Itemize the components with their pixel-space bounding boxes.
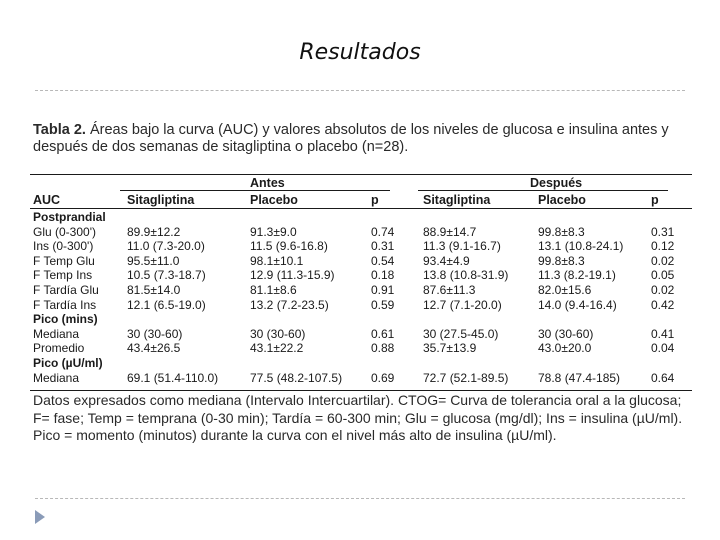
- group-header-despues: Después: [530, 176, 583, 190]
- row-label: Mediana: [33, 370, 80, 385]
- table-cell: 0.02: [651, 253, 675, 268]
- next-slide-arrow-icon[interactable]: [35, 510, 45, 524]
- top-divider: [35, 90, 685, 91]
- table-cell: 0.74: [371, 224, 395, 239]
- table-cell: 0.61: [371, 326, 395, 341]
- row-label: F Tardía Ins: [33, 297, 97, 312]
- table-bottom-rule: [30, 390, 692, 391]
- table-cell: 0.41: [651, 326, 675, 341]
- table-cell: 99.8±8.3: [538, 253, 585, 268]
- table-cell: 91.3±9.0: [250, 224, 297, 239]
- table-top-rule: [30, 174, 692, 175]
- table-cell: 93.4±4.9: [423, 253, 470, 268]
- table-cell: 81.5±14.0: [127, 283, 181, 297]
- table-cell: 0.88: [371, 341, 395, 356]
- col-header-sitagliptina-despues: Sitagliptina: [423, 193, 491, 207]
- table-cell: 0.31: [371, 239, 395, 254]
- table-cell: 13.1 (10.8-24.1): [538, 239, 624, 254]
- table-cell: 0.12: [651, 239, 675, 254]
- table-footnote: Datos expresados como mediana (Intervalo Intercuartilar). CTOG= Curva de tolerancia oral a la glucosa; F= fase; Temp = temprana (0-30 min); Tardía = 60-300 min; Glu = glucosa (mg/dl); Ins = insulina (µU/ml). Pico = momento (minutos) durante la curva con el nivel más alto de insulina (µU/ml).: [33, 392, 683, 443]
- table-cell: 0.42: [651, 297, 675, 312]
- col-header-sitagliptina-antes: Sitagliptina: [127, 193, 195, 207]
- table-cell: 87.6±11.3: [423, 283, 476, 297]
- row-label: F Temp Ins: [33, 268, 93, 283]
- row-label: Promedio: [33, 341, 85, 356]
- table-cell: 0.04: [651, 341, 675, 356]
- header-bottom-rule: [30, 208, 692, 209]
- table-cell: 77.5 (48.2-107.5): [250, 370, 343, 385]
- col-header-auc: AUC: [33, 193, 61, 207]
- table-cell: 30 (27.5-45.0): [423, 326, 499, 341]
- table-cell: 10.5 (7.3-18.7): [127, 268, 206, 283]
- row-label: F Temp Glu: [33, 253, 95, 268]
- table-cell: 43.0±20.0: [538, 341, 592, 356]
- table-cell: 0.05: [651, 268, 675, 283]
- table-cell: 95.5±11.0: [127, 253, 180, 268]
- table-cell: 69.1 (51.4-110.0): [127, 370, 219, 385]
- section-label: Postprandial: [33, 210, 106, 224]
- row-label: Ins (0-300'): [33, 239, 94, 254]
- table-cell: 81.1±8.6: [250, 283, 297, 297]
- table-cell: 11.3 (9.1-16.7): [423, 239, 501, 254]
- slide-title: Resultados: [299, 40, 421, 65]
- table-cell: 98.1±10.1: [250, 253, 304, 268]
- table-cell: 11.3 (8.2-19.1): [538, 268, 616, 283]
- table-cell: 13.2 (7.2-23.5): [250, 297, 329, 312]
- table-cell: 12.9 (11.3-15.9): [250, 268, 335, 283]
- despues-underline: [418, 190, 668, 191]
- table-cell: 0.59: [371, 297, 395, 312]
- table-cell: 78.8 (47.4-185): [538, 370, 621, 385]
- bottom-divider: [35, 498, 685, 499]
- col-header-p-despues: p: [651, 193, 659, 207]
- col-header-placebo-despues: Placebo: [538, 193, 586, 207]
- table-cell: 0.02: [651, 283, 675, 297]
- table-cell: 13.8 (10.8-31.9): [423, 268, 509, 283]
- table-caption: [33, 122, 693, 156]
- caption-text: Áreas bajo la curva (AUC) y valores absolutos de los niveles de glucosa e insulina antes y después de dos semanas de sitagliptina o placebo (n=28).: [33, 122, 669, 155]
- table-cell: 0.69: [371, 370, 395, 385]
- section-label: Pico (mins): [33, 312, 98, 327]
- table-cell: 12.7 (7.1-20.0): [423, 297, 502, 312]
- table-cell: 0.91: [371, 283, 395, 297]
- row-label: F Tardía Glu: [33, 283, 99, 297]
- group-header-antes: Antes: [250, 176, 285, 190]
- table-cell: 0.54: [371, 253, 395, 268]
- table-cell: 30 (30-60): [538, 326, 594, 341]
- caption-label: Tabla 2.: [33, 122, 86, 138]
- table-cell: 43.1±22.2: [250, 341, 304, 356]
- table-cell: 99.8±8.3: [538, 224, 585, 239]
- table-cell: 0.64: [651, 370, 675, 385]
- table-cell: 11.0 (7.3-20.0): [127, 239, 205, 254]
- table-cell: 30 (30-60): [250, 326, 306, 341]
- table-cell: 82.0±15.6: [538, 283, 592, 297]
- table-cell: 12.1 (6.5-19.0): [127, 297, 206, 312]
- col-header-p-antes: p: [371, 193, 379, 207]
- col-header-placebo-antes: Placebo: [250, 193, 298, 207]
- table-cell: 35.7±13.9: [423, 341, 477, 356]
- table-cell: 0.31: [651, 224, 675, 239]
- section-label: Pico (µU/ml): [33, 356, 103, 370]
- table-cell: 43.4±26.5: [127, 341, 181, 356]
- table-cell: 30 (30-60): [127, 326, 183, 341]
- row-label: Mediana: [33, 326, 80, 341]
- row-label: Glu (0-300'): [33, 224, 96, 239]
- table-cell: 88.9±14.7: [423, 224, 477, 239]
- table-cell: 0.18: [371, 268, 395, 283]
- table-cell: 14.0 (9.4-16.4): [538, 297, 617, 312]
- table-cell: 72.7 (52.1-89.5): [423, 370, 509, 385]
- table-cell: 11.5 (9.6-16.8): [250, 239, 328, 254]
- antes-underline: [120, 190, 390, 191]
- table-cell: 89.9±12.2: [127, 224, 181, 239]
